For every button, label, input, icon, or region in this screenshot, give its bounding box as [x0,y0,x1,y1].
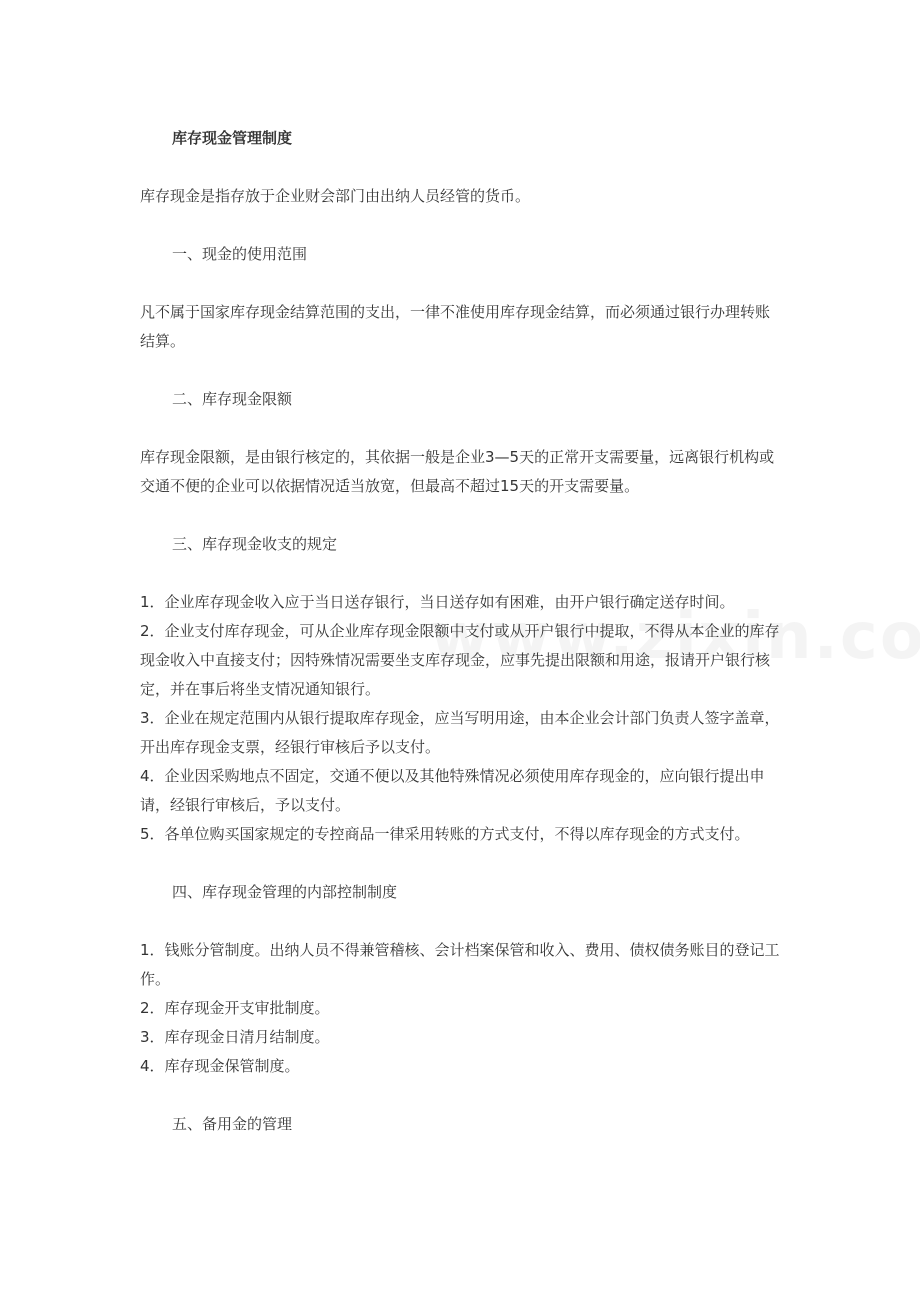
list-item: 5．各单位购买国家规定的专控商品一律采用转账的方式支付，不得以库存现金的方式支付。 [140,825,750,843]
section-4-heading: 四、库存现金管理的内部控制制度 [172,883,398,901]
list-item: 2．库存现金开支审批制度。 [140,999,330,1017]
list-item: 2．企业支付库存现金，可从企业库存现金限额中支付或从开户银行中提取，不得从本企业的库存现金收入中直接支付；因特殊情况需要坐支库存现金，应事先提出限额和用途，报请开户银行核定，并在事后将坐支情况通知银行。 [140,622,780,698]
section-2-heading: 二、库存现金限额 [172,390,293,408]
section-1-paragraph: 凡不属于国家库存现金结算范围的支出，一律不准使用库存现金结算，而必须通过银行办理转账结算。 [140,303,771,350]
section-1-heading: 一、现金的使用范围 [172,245,308,263]
section-3-list [140,588,784,849]
document-title: 库存现金管理制度 [172,129,293,147]
list-item: 1．企业库存现金收入应于当日送存银行，当日送存如有困难，由开户银行确定送存时间。 [140,593,735,611]
list-item: 3．库存现金日清月结制度。 [140,1028,330,1046]
list-item: 3．企业在规定范围内从银行提取库存现金，应当写明用途，由本企业会计部门负责人签字盖章，开出库存现金支票，经银行审核后予以支付。 [140,709,780,756]
list-item: 4．库存现金保管制度。 [140,1057,300,1075]
section-3-heading: 三、库存现金收支的规定 [172,535,338,553]
list-item: 4．企业因采购地点不固定，交通不便以及其他特殊情况必须使用库存现金的，应向银行提出申请，经银行审核后，予以支付。 [140,767,765,814]
section-4-list [140,936,784,1081]
intro-paragraph: 库存现金是指存放于企业财会部门由出纳人员经管的货币。 [140,187,531,205]
section-2-paragraph: 库存现金限额，是由银行核定的，其依据一般是企业3—5天的正常开支需要量，远离银行机构或交通不便的企业可以依据情况适当放宽，但最高不超过15天的开支需要量。 [140,448,775,495]
list-item: 1．钱账分管制度。出纳人员不得兼管稽核、会计档案保管和收入、费用、债权债务账目的登记工作。 [140,941,780,988]
section-5-heading: 五、备用金的管理 [172,1115,293,1133]
